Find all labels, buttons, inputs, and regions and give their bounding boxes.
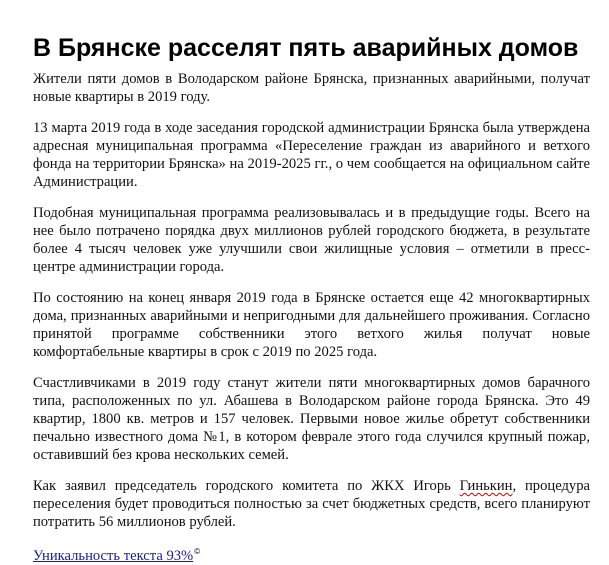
article-paragraph-2: Подобная муниципальная программа реализовывалась и в предыдущие годы. Всего на нее было потрачено порядка двух миллионов рублей городского бюджета, в результате более 4 тысяч человек уже улучшили свои жилищные условия – отметили в пресс-центре администрации города. xyxy=(33,205,590,275)
article-paragraph-5 xyxy=(33,477,590,531)
article-paragraph-1: 13 марта 2019 года в ходе заседания городской администрации Брянска была утверждена адресная муниципальная программа «Переселение граждан из аварийного и ветхого фонда на территории Брянска» на 2019-2025 гг., о чем сообщается на официальном сайте Администрации. xyxy=(33,120,590,190)
uniqueness-footer xyxy=(33,543,590,565)
copyright-icon: © xyxy=(194,547,201,556)
article-paragraph-4: Счастливчиками в 2019 году станут жители пяти многоквартирных домов барачного типа, расположенных по ул. Абашева в Володарском районе города Брянска. Это 49 квартир, 1800 кв. метров и 157 человек. Первыми новое жилье обретут собственники печально известного дома №1, в котором феврале этого года случился крупный пожар, оставивший без крова нескольких семей. xyxy=(33,375,590,463)
article-title: В Брянске расселят пять аварийных домов xyxy=(33,34,579,62)
article-lead-paragraph: Жители пяти домов в Володарском районе Брянска, признанных аварийными, получат новые квартиры в 2019 году. xyxy=(33,71,590,105)
paragraph-5-text-start: Как заявил председатель городского комитета по ЖКХ Игорь xyxy=(33,478,460,494)
paragraph-5-text-end: , процедура переселения будет проводиться полностью за счет бюджетных средств, всего планируют потратить 56 миллионов рублей. xyxy=(33,478,590,530)
spellcheck-flagged-name[interactable]: Гинькин xyxy=(459,478,513,494)
document-page xyxy=(33,34,590,565)
article-paragraph-3: По состоянию на конец января 2019 года в Брянске остается еще 42 многоквартирных дома, признанных аварийными и непригодными для дальнейшего проживания. Согласно принятой программе собственники этого ветхого жилья получат новые комфортабельные квартиры в срок с 2019 по 2025 года. xyxy=(33,290,590,360)
uniqueness-link[interactable]: Уникальность текста 93% xyxy=(33,547,194,564)
